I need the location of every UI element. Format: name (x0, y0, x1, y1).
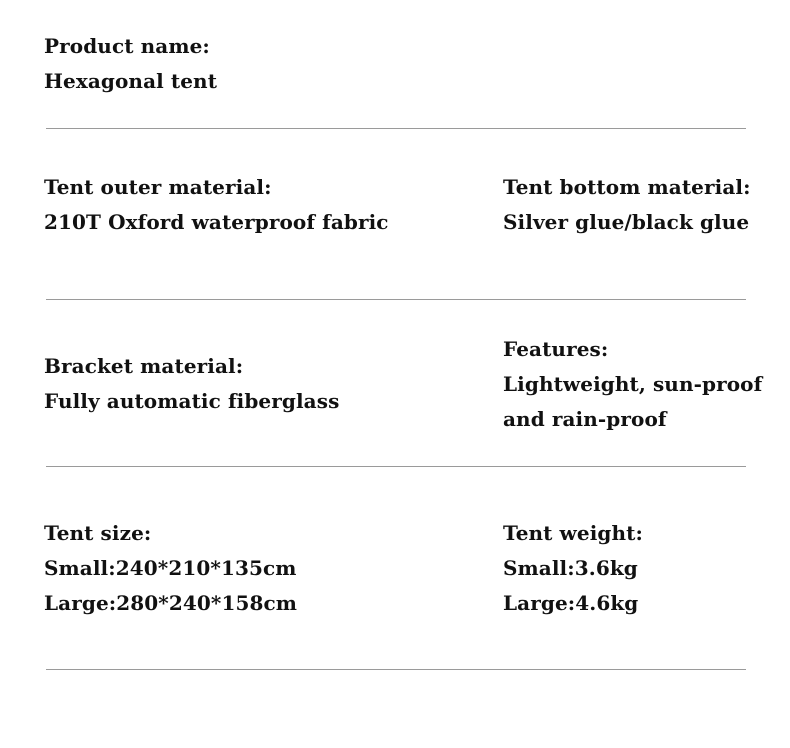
bottom-material-block (503, 170, 751, 240)
divider (46, 128, 746, 129)
divider (46, 466, 746, 467)
tent-weight-label: Tent weight: (503, 521, 643, 545)
tent-size-small: Small:240*210*135cm (44, 556, 297, 580)
bracket-material-value: Fully automatic fiberglass (44, 389, 340, 413)
product-name-block (44, 29, 217, 99)
product-name-label: Product name: (44, 34, 210, 58)
tent-size-label: Tent size: (44, 521, 152, 545)
outer-material-block (44, 170, 389, 240)
bracket-material-label: Bracket material: (44, 354, 244, 378)
outer-material-value: 210T Oxford waterproof fabric (44, 210, 389, 234)
bottom-material-value: Silver glue/black glue (503, 210, 750, 234)
tent-size-block (44, 516, 297, 621)
tent-weight-small: Small:3.6kg (503, 556, 638, 580)
bottom-material-label: Tent bottom material: (503, 175, 751, 199)
features-value-line1: Lightweight, sun-proof (503, 372, 763, 396)
divider (46, 299, 746, 300)
features-label: Features: (503, 337, 609, 361)
divider (46, 669, 746, 670)
features-value-line2: and rain-proof (503, 407, 667, 431)
bracket-material-block (44, 349, 339, 419)
tent-size-large: Large:280*240*158cm (44, 591, 298, 615)
tent-weight-large: Large:4.6kg (503, 591, 639, 615)
product-name-value: Hexagonal tent (44, 69, 218, 93)
features-block (503, 332, 762, 437)
tent-weight-block (503, 516, 643, 621)
outer-material-label: Tent outer material: (44, 175, 272, 199)
